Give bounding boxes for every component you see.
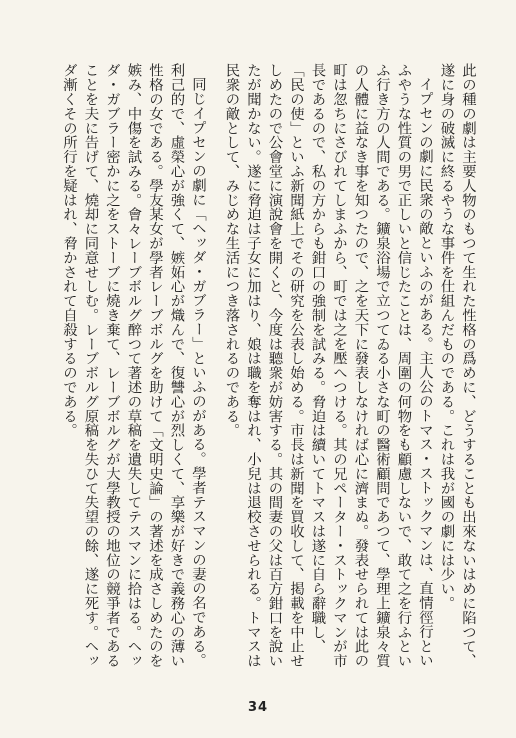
- paragraph-hedda-gabler: 同じイプセンの劇に「ヘッダ・ガブラー」といふのがある。學者テスマンの妻の名である。利己的で、虛榮心が強くて、嫉妬心が熾んで、復讐心が烈しくて、享樂が好きで義務心の薄い性格の女である。學友某女が學者レーブボルグを助けて「文明史論」の著述を成さしめたのを嫉み、中傷を試みる。會々レーブボルグ醉つて著述の草稿を遺失してテスマンに拾はる。ヘッダ・ガブラー密かに之をストーブに燒き棄て、レーブボルグが大學教授の地位の競爭者であることを夫に告げて、燒却に同意せしむ。レーブボルグ原稿を失ひて失望の餘、遂に死す。ヘッダ漸くその所行を疑はれ、脅かされて自殺するのである。: [61, 63, 206, 668]
- paragraph-enemy-of-the-people: イプセンの劇に民衆の敵といふのがある。主人公のトマス・ストックマンは、直情徑行といふやうな性質の男で正しいと信じたことは、周圍の何物をも顧慮しないで、敢て之を行ふといふ行き方の人間である。鑛泉浴場で立つてゐる小さな町の醫術顧問であつて、學理上鑛泉々質の人體に益なき事を知つたので、之を天下に發表しなければ心に濟まぬ。發表せられては此の町は忽ちにさびれてしまふから、町では之を壓へつける。其の兄ペーター・ストックマンが市長であるので、私の方からも鉗口の強制を試みる。脅迫は續いてトマスは遂に自ら辭職し、「民の使」といふ新聞紙上でその研究を公表し始める。市長は新聞を買收して、掲載を中止せしめたので公會堂に演說會を開くと、今度は聽衆が妨害する。其の間妻の父は百方鉗口を說いたが聞かない。遂に脅迫は子女に加はり、娘は職を奪はれ、小兒は退校させられる。トマスは民衆の敵として、みじめな生活につき落されるのである。: [223, 63, 433, 668]
- page-number: 34: [247, 700, 269, 715]
- vertical-text-body: [38, 63, 478, 673]
- paragraph-spacer: [208, 63, 220, 673]
- paragraph-tragedy-intro: 此の種の劇は主要人物のもつて生れた性格の爲めに、どうすることも出來ないはめに陷つて、遂に身の破滅に終るやうな事件を仕組んだものである。これは我が國の劇には少い。: [438, 63, 476, 668]
